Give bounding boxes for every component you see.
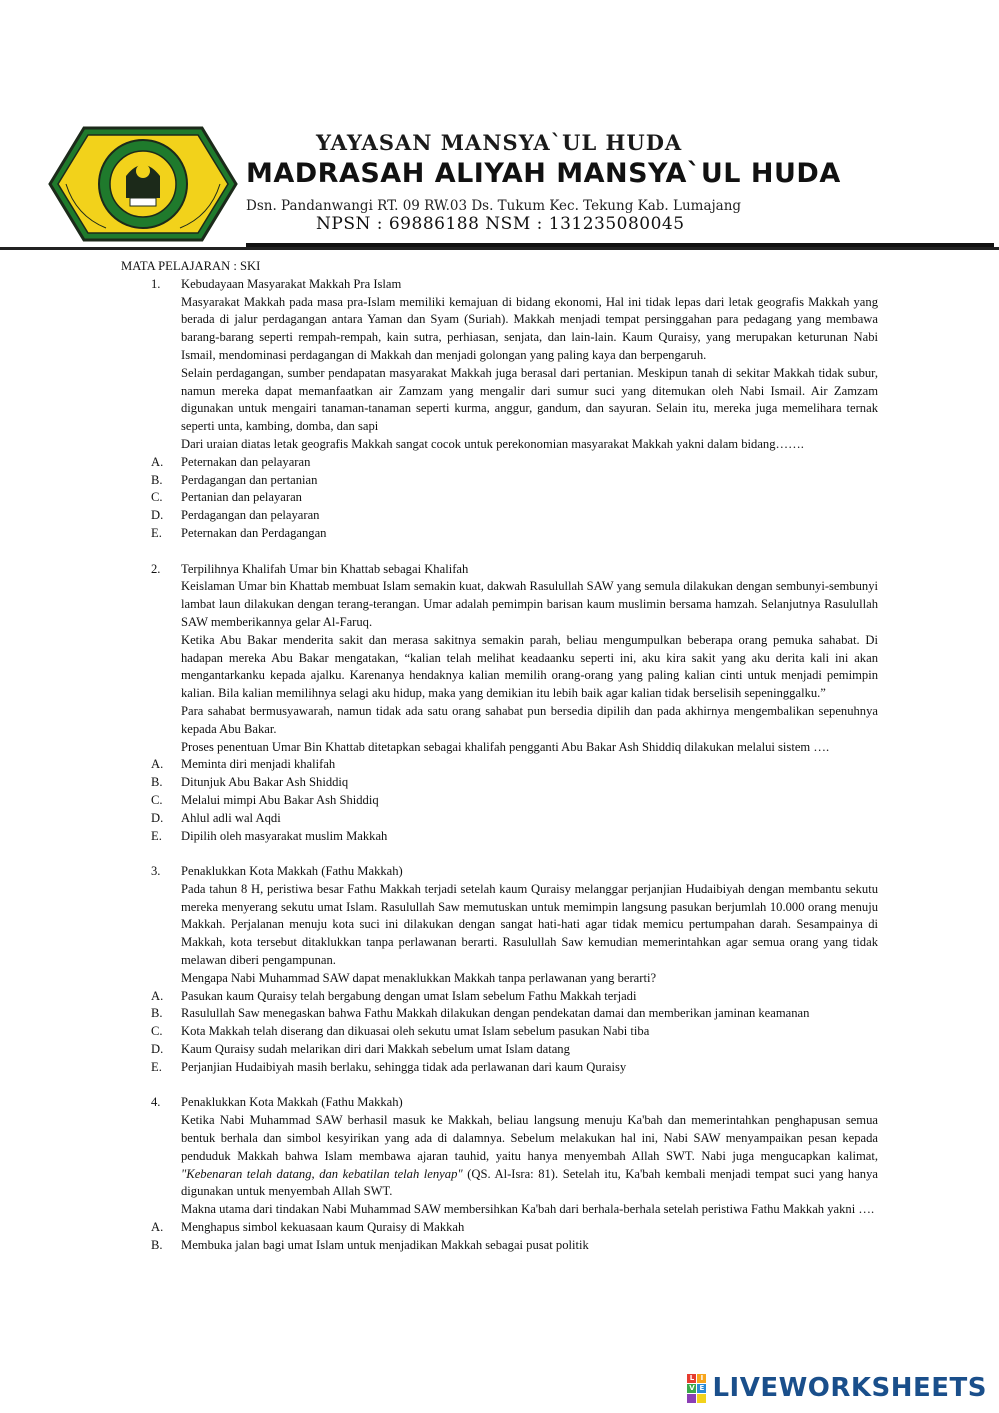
header-rule-base (0, 247, 999, 250)
passage-paragraph: Para sahabat bermusyawarah, namun tidak ada satu orang sahabat pun bersedia dipilih dan pada akhirnya mengembalikan sepenuhnya kepada Abu Bakar. (181, 703, 878, 736)
school-logo (46, 124, 240, 244)
question-title (0, 1094, 999, 1112)
liveworksheets-logo-icon (687, 1374, 706, 1403)
passage-paragraph: Selain perdagangan, sumber pendapatan masyarakat Makkah juga berasal dari pertanian. Meskipun tanah di sekitar Makkah tidak subur, namun mereka dapat memanfaatkan air Zamzam yang mengalir dari sumur suci yang ditemukan oleh Nabi Ismail. Air Zamzam digunakan untuk mengairi tanaman-tanaman seperti kurma, anggur, gandum, dan sayuran. Selain itu, mereka juga memelihara ternak seperti unta, kambing, domba, dan sapi (181, 365, 878, 434)
option-text: Perdagangan dan pelayaran (181, 508, 320, 523)
logo-tile: I (697, 1374, 706, 1383)
option-text: Pasukan kaum Quraisy telah bergabung dengan umat Islam sebelum Fathu Makkah terjadi (181, 988, 637, 1003)
option-text: Rasulullah Saw menegaskan bahwa Fathu Makkah dilakukan dengan pendekatan damai dan memberikan jaminan keamanan (181, 1006, 810, 1021)
school-ids: NPSN : 69886188 NSM : 131235080045 (316, 214, 685, 234)
passage-text: Ketika Nabi Muhammad SAW berhasil masuk ke Makkah, beliau langsung menuju Ka'bah dan memerintahkan penghapusan semua bentuk berhala dan simbol kesyirikan yang ada di dalamnya. Sebelum melakukan hal ini, Nabi SAW menyampaikan pesan kepada penduduk Makkah bahwa Islam membawa ajaran tauhid, yaitu hanya menyembah Allah SWT. Nabi juga mengucapkan kalimat, (181, 1113, 878, 1163)
option-letter: C. (151, 1024, 163, 1039)
school-address: Dsn. Pandanwangi RT. 09 RW.03 Ds. Tukum Kec. Tekung Kab. Lumajang (246, 198, 742, 214)
question-number: 4. (151, 1095, 161, 1110)
spacer (0, 845, 999, 863)
question-prompt: Proses penentuan Umar Bin Khattab ditetapkan sebagai khalifah pengganti Abu Bakar Ash Shiddiq dilakukan melalui sistem …. (181, 739, 830, 754)
option-letter: D. (151, 1042, 164, 1057)
option-text: Menghapus simbol kekuasaan kaum Quraisy di Makkah (181, 1220, 465, 1235)
option-letter: E. (151, 828, 162, 843)
question-number: 1. (151, 276, 161, 291)
option-letter: E. (151, 1059, 162, 1074)
answer-option[interactable] (0, 525, 999, 543)
logo-tile: L (687, 1374, 696, 1383)
spacer (0, 543, 999, 561)
option-text: Peternakan dan pelayaran (181, 454, 311, 469)
liveworksheets-wordmark: LIVEWORKSHEETS (712, 1373, 987, 1403)
option-letter: B. (151, 1237, 163, 1252)
question-title-text: Terpilihnya Khalifah Umar bin Khattab sebagai Khalifah (181, 561, 469, 576)
option-letter: A. (151, 757, 164, 772)
question-block (0, 276, 999, 543)
option-text: Perjanjian Hudaibiyah masih berlaku, sehingga tidak ada perlawanan dari kaum Quraisy (181, 1059, 627, 1074)
question-prompt: Dari uraian diatas letak geografis Makkah sangat cocok untuk perekonomian masyarakat Makkah yakni dalam bidang……. (181, 436, 804, 451)
worksheet-content (0, 258, 999, 1255)
option-text: Membuka jalan bagi umat Islam untuk menjadikan Makkah sebagai pusat politik (181, 1237, 589, 1252)
answer-option[interactable] (0, 828, 999, 846)
question-block (0, 863, 999, 1077)
option-letter: A. (151, 988, 164, 1003)
spacer (0, 1077, 999, 1095)
question-prompt: Makna utama dari tindakan Nabi Muhammad SAW membersihkan Ka'bah dari berhala-berhala setelah peristiwa Fathu Makkah yakni …. (181, 1202, 875, 1217)
answer-option[interactable] (0, 988, 999, 1006)
question-title-text: Penaklukkan Kota Makkah (Fathu Makkah) (181, 864, 403, 879)
answer-option[interactable] (0, 810, 999, 828)
passage-text: (QS. Al-Isra: 81). Setelah itu, Ka'bah kembali menjadi tempat suci yang hanya digunakan untuk menyembah Allah SWT. (181, 1166, 878, 1199)
answer-option[interactable] (0, 1219, 999, 1237)
question-title (0, 863, 999, 881)
answer-option[interactable] (0, 1041, 999, 1059)
answer-option[interactable] (0, 756, 999, 774)
option-text: Kota Makkah telah diserang dan dikuasai oleh sekutu umat Islam sebelum pasukan Nabi tiba (181, 1024, 650, 1039)
answer-option[interactable] (0, 1023, 999, 1041)
answer-option[interactable] (0, 1059, 999, 1077)
option-letter: A. (151, 1220, 164, 1235)
answer-option[interactable] (0, 1005, 999, 1023)
letterhead (0, 0, 999, 255)
option-letter: C. (151, 490, 163, 505)
option-text: Perdagangan dan pertanian (181, 472, 318, 487)
option-text: Melalui mimpi Abu Bakar Ash Shiddiq (181, 792, 379, 807)
option-text: Meminta diri menjadi khalifah (181, 757, 336, 772)
option-letter: B. (151, 472, 163, 487)
answer-option[interactable] (0, 792, 999, 810)
question-title (0, 561, 999, 579)
answer-option[interactable] (0, 1237, 999, 1255)
option-letter: E. (151, 525, 162, 540)
answer-option[interactable] (0, 489, 999, 507)
logo-tile: V (689, 1383, 695, 1392)
option-text: Peternakan dan Perdagangan (181, 525, 327, 540)
option-letter: C. (151, 792, 163, 807)
question-prompt: Mengapa Nabi Muhammad SAW dapat menaklukkan Makkah tanpa perlawanan yang berarti? (181, 970, 657, 985)
passage-paragraph: Masyarakat Makkah pada masa pra-Islam memiliki kemajuan di bidang ekonomi, Hal ini tidak lepas dari letak geografis Makkah yang berada di jalur perdagangan antara Yaman dan Syam (Suriah). Makkah menjadi tempat persinggahan para pedagang yang membawa barang-barang seperti rempah-rempah, kain sutra, perhiasan, senjata, dan lain-lain. Kaum Quraisy, yang merupakan keturunan Nabi Ismail, mendominasi perdagangan di Makkah dan menjadi golongan yang paling kaya dan berpengaruh. (181, 294, 878, 362)
option-text: Ahlul adli wal Aqdi (181, 810, 281, 825)
question-number: 3. (151, 864, 161, 879)
option-text: Pertanian dan pelayaran (181, 490, 302, 505)
option-letter: A. (151, 454, 164, 469)
option-letter: D. (151, 508, 164, 523)
passage-paragraph: Ketika Abu Bakar menderita sakit dan merasa sakitnya semakin parah, beliau mengumpulkan beberapa orang pemuka sahabat. Di hadapan mereka Abu Bakar mengatakan, “kalian telah melihat keadaanku seperti ini, aku kira sakit yang aku derita kali ini akan mengantarkanku kepada ajalku. Karenanya hendaknya kalian memilih orang-orang yang paling kalian cinti untuk menjadi pemimpin kalian. Bila kalian memilihnya selagi aku hidup, maka yang demikian itu lebih baik agar kalian tidak berselisih sepeninggalku.” (181, 632, 878, 701)
logo-tile (687, 1394, 696, 1403)
option-letter: B. (151, 775, 163, 790)
option-text: Ditunjuk Abu Bakar Ash Shiddiq (181, 775, 349, 790)
question-number: 2. (151, 561, 161, 576)
logo-tile (697, 1394, 706, 1403)
answer-option[interactable] (0, 454, 999, 472)
question-title-text: Kebudayaan Masyarakat Makkah Pra Islam (181, 276, 402, 291)
school-name: MADRASAH ALIYAH MANSYA`UL HUDA (246, 158, 841, 189)
liveworksheets-watermark (687, 1373, 987, 1403)
passage-paragraph: Keislaman Umar bin Khattab membuat Islam semakin kuat, dakwah Rasulullah SAW yang semula dilakukan dengan sembunyi-sembunyi lambat laun dilakukan dengan terang-terangan. Umar adalah pemimpin barisan kaum muslimin bersama hamzah. Selanjutnya Rasulullah SAW memberikannya gelar Al-Faruq. (181, 579, 878, 629)
option-text: Dipilih oleh masyarakat muslim Makkah (181, 828, 388, 843)
question-block (0, 561, 999, 846)
answer-option[interactable] (0, 774, 999, 792)
option-text: Kaum Quraisy sudah melarikan diri dari Makkah sebelum umat Islam datang (181, 1042, 570, 1057)
option-letter: B. (151, 1006, 163, 1021)
foundation-name: YAYASAN MANSYA`UL HUDA (316, 130, 683, 155)
answer-option[interactable] (0, 507, 999, 525)
logo-tile: E (697, 1384, 706, 1393)
answer-option[interactable] (0, 472, 999, 490)
question-title-text: Penaklukkan Kota Makkah (Fathu Makkah) (181, 1095, 403, 1110)
question-block (0, 1094, 999, 1254)
quran-quote: "Kebenaran telah datang, dan kebatilan telah lenyap" (181, 1166, 463, 1181)
passage-paragraph (0, 1112, 999, 1201)
option-letter: D. (151, 810, 164, 825)
passage-paragraph: Pada tahun 8 H, peristiwa besar Fathu Makkah terjadi setelah kaum Quraisy melanggar perjanjian Hudaibiyah dengan membantu sekutu mereka menyerang sekutu umat Islam. Rasulullah Saw memutuskan untuk memimpin langsung pasukan berjumlah 10.000 orang menuju Makkah. Perjalanan menuju kota suci ini dilakukan dengan sangat hati-hati agar tidak memicu pertumpahan darah. Sesampainya di Makkah, kota tersebut ditaklukkan tanpa perlawanan berarti. Rasulullah Saw kemudian memerintahkan agar semua orang yang tidak melawan diberi pengampunan. (181, 881, 878, 968)
question-title (0, 276, 999, 294)
subject-label: MATA PELAJARAN : SKI (121, 259, 261, 273)
